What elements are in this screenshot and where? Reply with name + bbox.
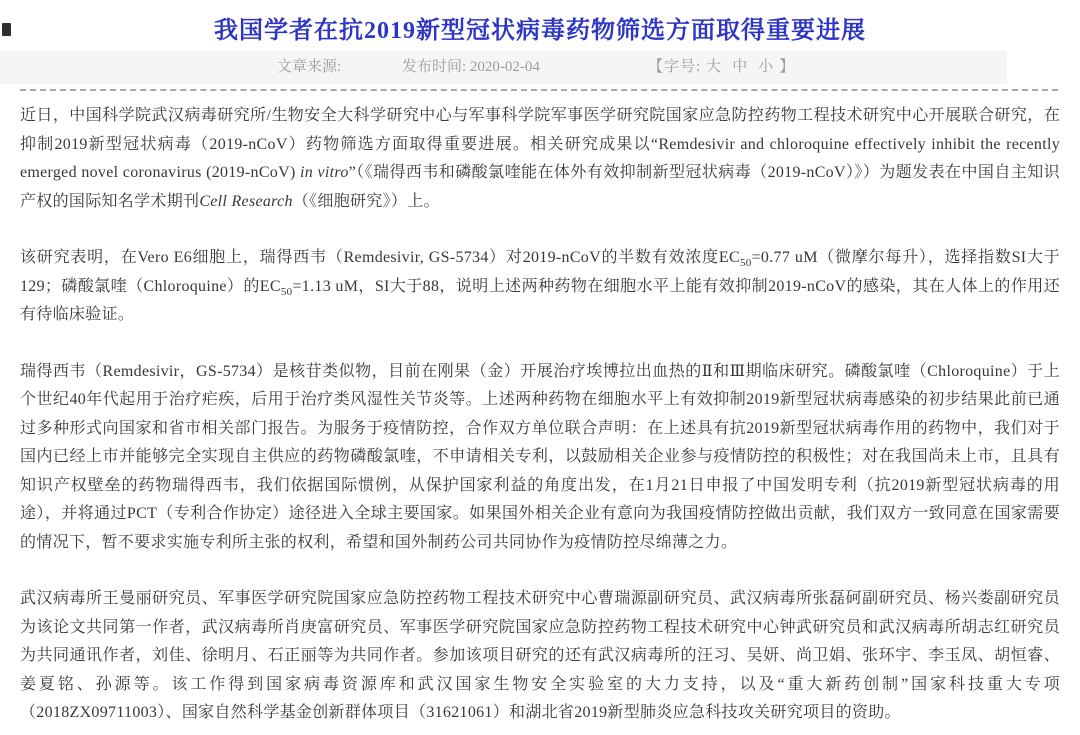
font-size-suffix: 】	[779, 59, 796, 75]
publish-time	[402, 51, 540, 84]
p2-text-1: 该研究表明，在Vero E6细胞上，瑞得西韦（Remdesivir, GS-5734）对2019-nCoV的半数有效浓度EC	[20, 249, 740, 266]
font-size-prefix: 【字号:	[648, 59, 702, 75]
font-size-large-button[interactable]: 大	[706, 59, 723, 75]
p2-text-2: =0.77 uM（微摩尔每升），选择指数SI大于129；磷酸氯喹（Chloroquine）的EC	[20, 249, 1060, 295]
publish-time-label: 发布时间:	[402, 59, 467, 75]
font-size-medium-button[interactable]: 中	[732, 59, 749, 75]
p1-italic-cell-research: Cell Research	[199, 192, 293, 210]
paragraph-authors-funding: 武汉病毒所王曼丽研究员、军事医学研究院国家应急防控药物工程技术研究中心曹瑞源副研究员、武汉病毒所张磊砢副研究员、杨兴娄副研究员为该论文共同第一作者，武汉病毒所肖庚富研究员、军事医学研究院国家应急防控药物工程技术研究中心钟武研究员和武汉病毒所胡志红研究员为共同通讯作者，刘佳、徐明月、石正丽等为共同作者。参加该项目研究的还有武汉病毒所的汪习、吴妍、尚卫娟、张环宇、李玉凤、胡恒睿、姜夏铭、孙源等。该工作得到国家病毒资源库和武汉国家生物安全实验室的大力支持，以及“重大新药创制”国家科技重大专项（2018ZX09711003）、国家自然科学基金创新群体项目（31621061）和湖北省2019新型肺炎应急科技攻关研究项目的资助。	[20, 590, 1060, 721]
p2-ec50-subscript-2: 50	[280, 285, 293, 298]
font-size-small-button[interactable]: 小	[758, 59, 775, 75]
paragraph-intro	[20, 102, 1060, 216]
article-body	[20, 102, 1060, 728]
p1-italic-in-vitro: in vitro	[300, 164, 349, 181]
paragraph-drug-background: 瑞得西韦（Remdesivir，GS-5734）是核苷类似物，目前在刚果（金）开展治疗埃博拉出血热的Ⅱ和Ⅲ期临床研究。磷酸氯喹（Chloroquine）于上个世纪40年代起用于治疗疟疾，后用于治疗类风湿性关节炎等。上述两种药物在细胞水平上有效抑制2019新型冠状病毒感染的初步结果此前已通过多种形式向国家和省市相关部门报告。为服务于疫情防控，合作双方单位联合声明：在上述具有抗2019新型冠状病毒作用的药物中，我们对于国内已经上市并能够完全实现自主供应的药物磷酸氯喹，不申请相关专利，以鼓励相关企业参与疫情防控的积极性；对在我国尚未上市，且具有知识产权壁垒的药物瑞得西韦，我们依据国际惯例，从保护国家利益的角度出发，在1月21日申报了中国发明专利（抗2019新型冠状病毒的用途），并将通过PCT（专利合作协定）途径进入全球主要国家。如果国外相关企业有意向为我国疫情防控做出贡献，我们双方一致同意在国家需要的情况下，暂不要求实施专利所主张的权利，希望和国外制药公司共同协作为疫情防控尽绵薄之力。	[20, 362, 1060, 551]
font-size-control	[648, 51, 795, 84]
corner-artifact-icon	[2, 23, 11, 36]
paragraph-results	[20, 244, 1060, 330]
p1-text-3: （《细胞研究》）上。	[292, 192, 440, 210]
article-source-label: 文章来源:	[277, 59, 342, 75]
p2-ec50-subscript-1: 50	[739, 257, 752, 270]
p1-text-2: ”（《瑞得西韦和磷酸氯喹能在体外有效抑制新型冠状病毒（2019-nCoV）》）为题发表在中国自主知识产权的国际知名学术期刊	[20, 164, 1060, 210]
p2-text-3: =1.13 uM，SI大于88，说明上述两种药物在细胞水平上能有效抑制2019-nCoV的感染，其在人体上的作用还有待临床验证。	[20, 277, 1060, 323]
p1-text-1: 近日，中国科学院武汉病毒研究所/生物安全大科学研究中心与军事科学院军事医学研究院国家应急防控药物工程技术研究中心开展联合研究，在抑制2019新型冠状病毒（2019-nCoV）药物筛选方面取得重要进展。相关研究成果以“Remdesivir and chloroquine effectively inhibit the recently emerged novel coronavirus (2019-nCoV)	[20, 107, 1060, 181]
publish-date-value: 2020-02-04	[469, 59, 540, 75]
dashed-separator	[20, 89, 1058, 91]
article-source	[277, 51, 341, 84]
meta-bar	[0, 51, 1007, 84]
page-title: 我国学者在抗2019新型冠状病毒药物筛选方面取得重要进展	[214, 18, 866, 44]
